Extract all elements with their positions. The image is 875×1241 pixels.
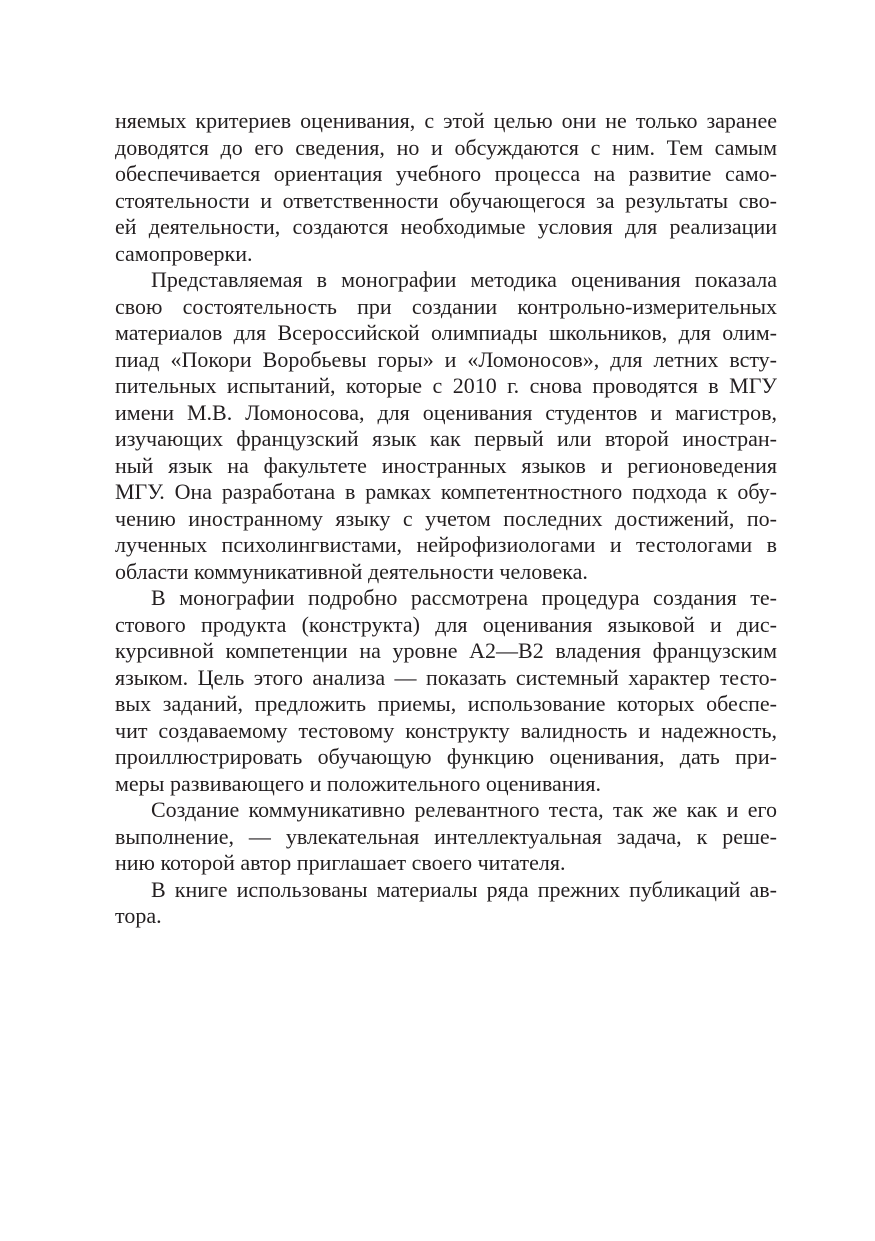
paragraph [115,108,777,267]
text-line: имени М.В. Ломоносова, для оценивания студентов и магистров, [115,399,777,425]
text-line: Представляемая в монографии методика оценивания показала [151,267,777,292]
text-line: Создание коммуникативно релевантного теста, так же как и его [151,797,777,822]
page-body [115,108,777,930]
paragraph [115,267,777,585]
text-line: лученных психолингвистами, нейрофизиологами и тестологами в [115,532,777,557]
text-line: проиллюстрировать обучающую функцию оценивания, дать при- [115,744,777,769]
text-line: МГУ. Она разработана в рамках компетентностного подхода к обу- [115,479,777,504]
paragraph [115,585,777,797]
text-line: нию которой автор приглашает своего читателя. [115,850,566,875]
text-line: В монографии подробно рассмотрена процедура создания те- [151,585,777,610]
text-line: самопроверки. [115,240,253,266]
text-line: ный язык на факультете иностранных языков и регионоведения [115,452,777,478]
text-line: обеспечивается ориентация учебного процесса на развитие само- [115,161,777,186]
text-line: чению иностранному языку с учетом последних достижений, по- [115,505,777,531]
text-line: ей деятельности, создаются необходимые условия для реализации [115,214,777,239]
text-line: языком. Цель этого анализа — показать системный характер тесто- [115,664,777,690]
text-line: пительных испытаний, которые с 2010 г. снова проводятся в МГУ [115,373,777,398]
paragraph [115,797,777,877]
text-line: области коммуникативной деятельности человека. [115,558,588,584]
text-line: стового продукта (конструкта) для оценивания языковой и дис- [115,611,777,637]
paragraph [115,877,777,930]
text-line: изучающих французский язык как первый или второй иностран- [115,426,777,451]
text-line: курсивной компетенции на уровне А2—В2 владения французским [115,638,777,663]
text-line: вых заданий, предложить приемы, использование которых обеспе- [115,691,777,716]
text-line: пиад «Покори Воробьевы горы» и «Ломоносов», для летних всту- [115,346,777,372]
text-line: меры развивающего и положительного оценивания. [115,770,601,796]
text-line: материалов для Всероссийской олимпиады школьников, для олим- [115,320,777,345]
text-line: свою состоятельность при создании контрольно-измерительных [115,293,777,319]
text-line: выполнение, — увлекательная интеллектуальная задача, к реше- [115,823,777,849]
text-line: тора. [115,903,162,928]
text-line: стоятельности и ответственности обучающегося за результаты сво- [115,187,777,213]
text-line: чит создаваемому тестовому конструкту валидность и надежность, [115,717,777,743]
text-line: доводятся до его сведения, но и обсуждаются с ним. Тем самым [115,134,777,160]
text-line: няемых критериев оценивания, с этой целью они не только заранее [115,108,777,133]
text-line: В книге использованы материалы ряда прежних публикаций ав- [151,876,777,902]
